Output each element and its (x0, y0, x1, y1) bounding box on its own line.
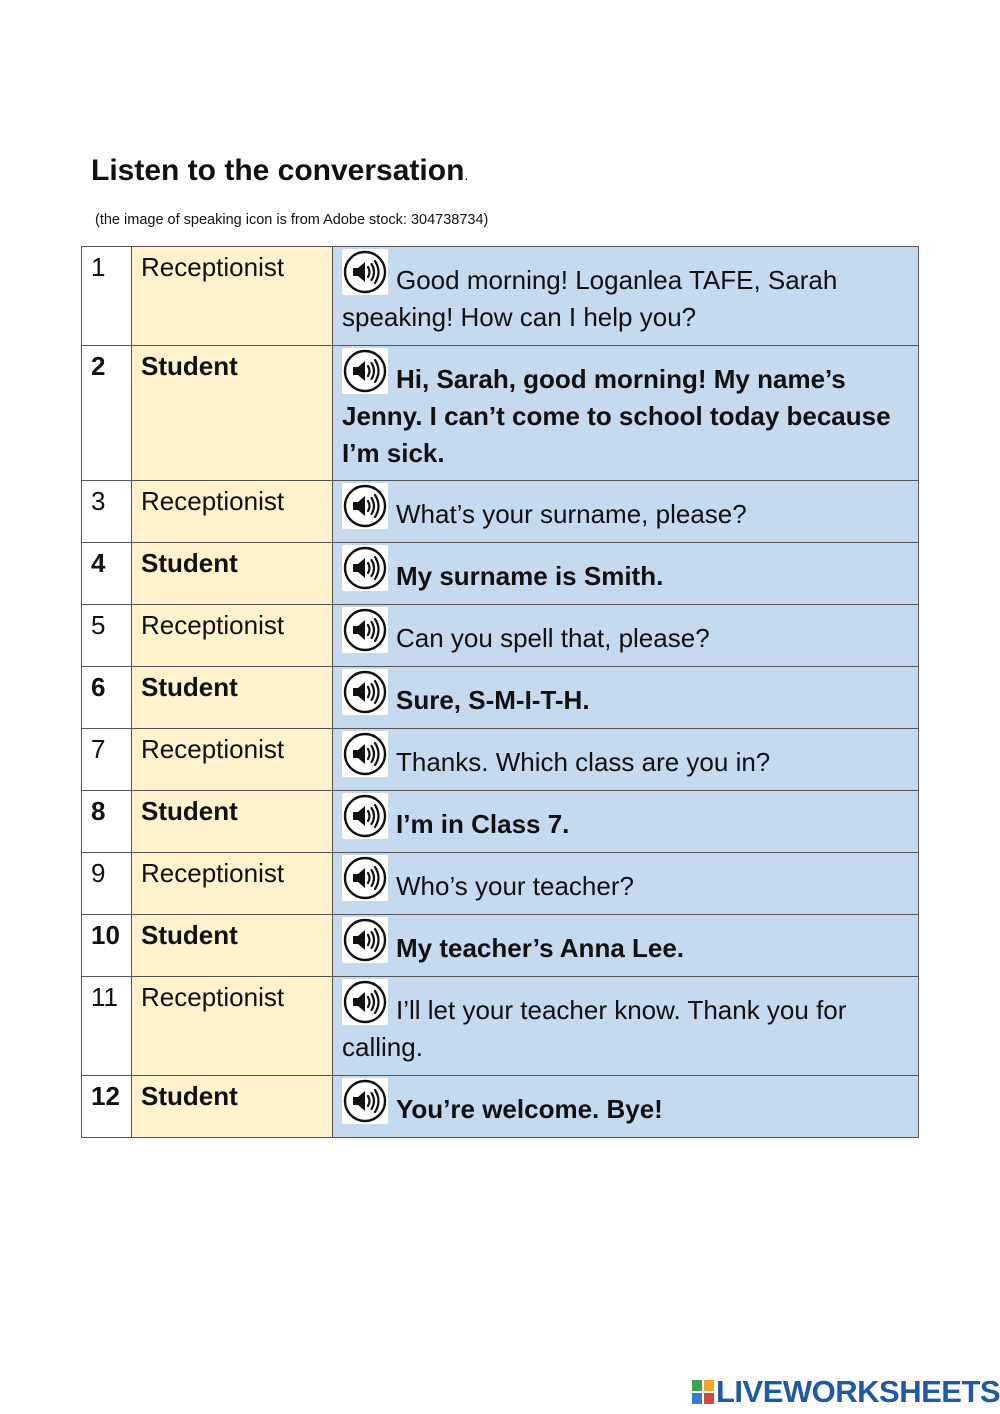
speaker-role: Receptionist (132, 977, 333, 1076)
table-row (82, 977, 919, 1076)
speaker-role: Student (132, 791, 333, 853)
row-number: 4 (82, 543, 132, 605)
dialogue-text: What’s your surname, please? (396, 499, 747, 529)
speaker-role: Student (132, 667, 333, 729)
dialogue-text: My surname is Smith. (396, 561, 664, 591)
dialogue-text: My teacher’s Anna Lee. (396, 933, 685, 963)
table-row (82, 729, 919, 791)
row-number: 7 (82, 729, 132, 791)
table-row (82, 346, 919, 481)
dialogue-text: I’ll let your teacher know. Thank you for calling. (342, 995, 847, 1062)
speaker-audio-icon[interactable] (342, 793, 388, 839)
table-row (82, 543, 919, 605)
dialogue-line (333, 247, 919, 346)
speaker-role: Student (132, 346, 333, 481)
dialogue-line (333, 543, 919, 605)
logo-mark-icon (692, 1380, 714, 1404)
table-row (82, 667, 919, 729)
row-number: 8 (82, 791, 132, 853)
row-number: 10 (82, 915, 132, 977)
image-credit-note: (the image of speaking icon is from Adobe stock: 304738734) (95, 212, 489, 228)
speaker-audio-icon[interactable] (342, 917, 388, 963)
row-number: 1 (82, 247, 132, 346)
speaker-role: Student (132, 1076, 333, 1138)
dialogue-line (333, 481, 919, 543)
speaker-role: Student (132, 915, 333, 977)
dialogue-text: Sure, S-M-I-T-H. (396, 685, 590, 715)
speaker-audio-icon[interactable] (342, 545, 388, 591)
dialogue-line (333, 346, 919, 481)
dialogue-line (333, 729, 919, 791)
dialogue-line (333, 1076, 919, 1138)
row-number: 5 (82, 605, 132, 667)
speaker-audio-icon[interactable] (342, 483, 388, 529)
speaker-audio-icon[interactable] (342, 855, 388, 901)
speaker-audio-icon[interactable] (342, 669, 388, 715)
table-row (82, 605, 919, 667)
dialogue-text: I’m in Class 7. (396, 809, 570, 839)
speaker-role: Receptionist (132, 481, 333, 543)
table-row (82, 247, 919, 346)
dialogue-text: Hi, Sarah, good morning! My name’s Jenny. I can’t come to school today because I’m sick. (342, 364, 891, 468)
conversation-table (81, 246, 919, 1138)
speaker-role: Receptionist (132, 605, 333, 667)
speaker-role: Receptionist (132, 853, 333, 915)
dialogue-line (333, 853, 919, 915)
speaker-audio-icon[interactable] (342, 348, 388, 394)
speaker-role: Student (132, 543, 333, 605)
table-row (82, 1076, 919, 1138)
speaker-role: Receptionist (132, 247, 333, 346)
dialogue-line (333, 605, 919, 667)
row-number: 11 (82, 977, 132, 1076)
speaker-audio-icon[interactable] (342, 979, 388, 1025)
row-number: 9 (82, 853, 132, 915)
dialogue-line (333, 667, 919, 729)
speaker-audio-icon[interactable] (342, 607, 388, 653)
row-number: 6 (82, 667, 132, 729)
dialogue-text: Good morning! Loganlea TAFE, Sarah speaking! How can I help you? (342, 265, 838, 332)
table-row (82, 853, 919, 915)
dialogue-text: You’re welcome. Bye! (396, 1094, 663, 1124)
speaker-role: Receptionist (132, 729, 333, 791)
table-row (82, 915, 919, 977)
row-number: 3 (82, 481, 132, 543)
liveworksheets-logo (692, 1374, 1000, 1410)
table-row (82, 481, 919, 543)
page-title: Listen to the conversation. (91, 154, 469, 187)
dialogue-line (333, 791, 919, 853)
dialogue-line (333, 977, 919, 1076)
dialogue-text: Thanks. Which class are you in? (396, 747, 771, 777)
dialogue-line (333, 915, 919, 977)
table-row (82, 791, 919, 853)
dialogue-text: Can you spell that, please? (396, 623, 710, 653)
row-number: 2 (82, 346, 132, 481)
speaker-audio-icon[interactable] (342, 1078, 388, 1124)
speaker-audio-icon[interactable] (342, 249, 388, 295)
logo-text: LIVEWORKSHEETS (716, 1374, 1000, 1409)
row-number: 12 (82, 1076, 132, 1138)
dialogue-text: Who’s your teacher? (396, 871, 634, 901)
speaker-audio-icon[interactable] (342, 731, 388, 777)
